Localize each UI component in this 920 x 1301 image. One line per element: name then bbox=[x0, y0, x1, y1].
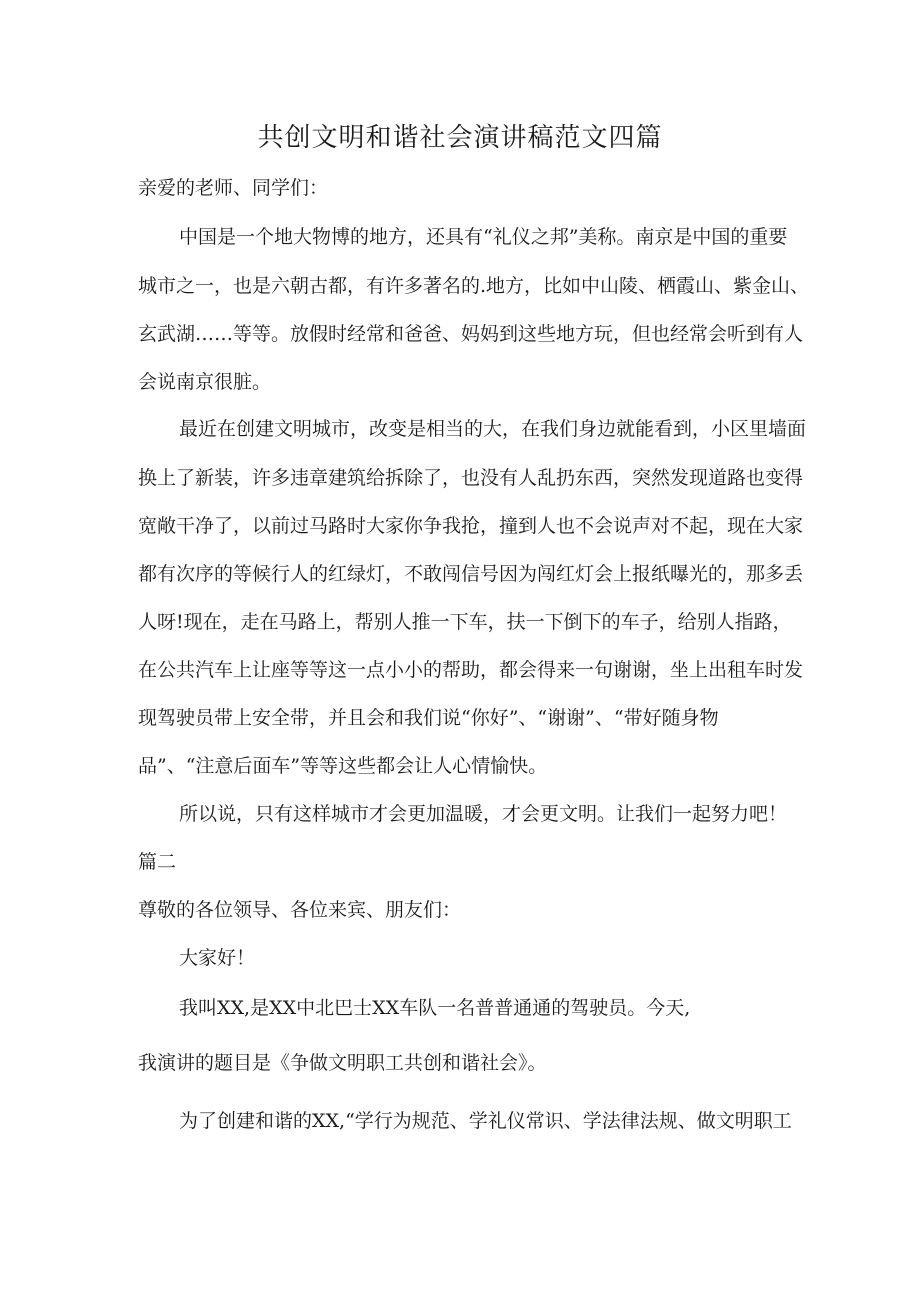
salutation: 尊敬的各位领导、各位来宾、朋友们： bbox=[138, 899, 462, 921]
paragraph-line: 品”、“注意后面车”等等这些都会让人心情愉快。 bbox=[138, 755, 548, 777]
paragraph-line: 换上了新装，许多违章建筑给拆除了，也没有人乱扔东西，突然发现道路也变得 bbox=[138, 467, 804, 489]
paragraph-line: 都有次序的等候行人的红绿灯，不敢闯信号因为闯红灯会上报纸曝光的，那多丢 bbox=[138, 563, 804, 585]
paragraph-line: 城市之一，也是六朝古都，有许多著名的.地方，比如中山陵、栖霞山、紫金山、 bbox=[138, 275, 810, 297]
salutation: 亲爱的老师、同学们： bbox=[138, 177, 329, 199]
paragraph-line: 在公共汽车上让座等等这一点小小的帮助，都会得来一句谢谢，坐上出租车时发 bbox=[138, 659, 804, 681]
paragraph-line: 宽敞干净了，以前过马路时大家你争我抢，撞到人也不会说声对不起，现在大家 bbox=[138, 515, 804, 537]
paragraph-line: 会说南京很脏。 bbox=[138, 371, 272, 393]
section-heading: 篇二 bbox=[138, 851, 177, 873]
paragraph-line: 所以说，只有这样城市才会更加温暖，才会更文明。让我们一起努力吧！ bbox=[179, 803, 788, 825]
paragraph-line: 为了创建和谐的XX,“学行为规范、学礼仪常识、学法律法规、做文明职工 bbox=[179, 1110, 792, 1132]
paragraph-line: 人呀!现在，走在马路上，帮别人推一下车，扶一下倒下的车子，给别人指路， bbox=[138, 611, 792, 633]
paragraph-line: 我演讲的题目是《争做文明职工共创和谐社会》。 bbox=[138, 1052, 547, 1074]
paragraph-line: 玄武湖……等等。放假时经常和爸爸、妈妈到这些地方玩，但也经常会听到有人 bbox=[138, 323, 804, 345]
paragraph-line: 中国是一个地大物博的地方，还具有“礼仪之邦”美称。南京是中国的重要 bbox=[179, 226, 788, 248]
paragraph-line: 现驾驶员带上安全带，并且会和我们说“你好”、“谢谢”、“带好随身物 bbox=[138, 707, 719, 729]
paragraph-line: 我叫XX,是XX中北巴士XX车队一名普普通通的驾驶员。今天, bbox=[179, 997, 691, 1019]
paragraph-line: 最近在创建文明城市，改变是相当的大，在我们身边就能看到，小区里墙面 bbox=[179, 418, 807, 440]
greeting: 大家好！ bbox=[179, 947, 256, 969]
document-title: 共创文明和谐社会演讲稿范文四篇 bbox=[257, 123, 663, 153]
